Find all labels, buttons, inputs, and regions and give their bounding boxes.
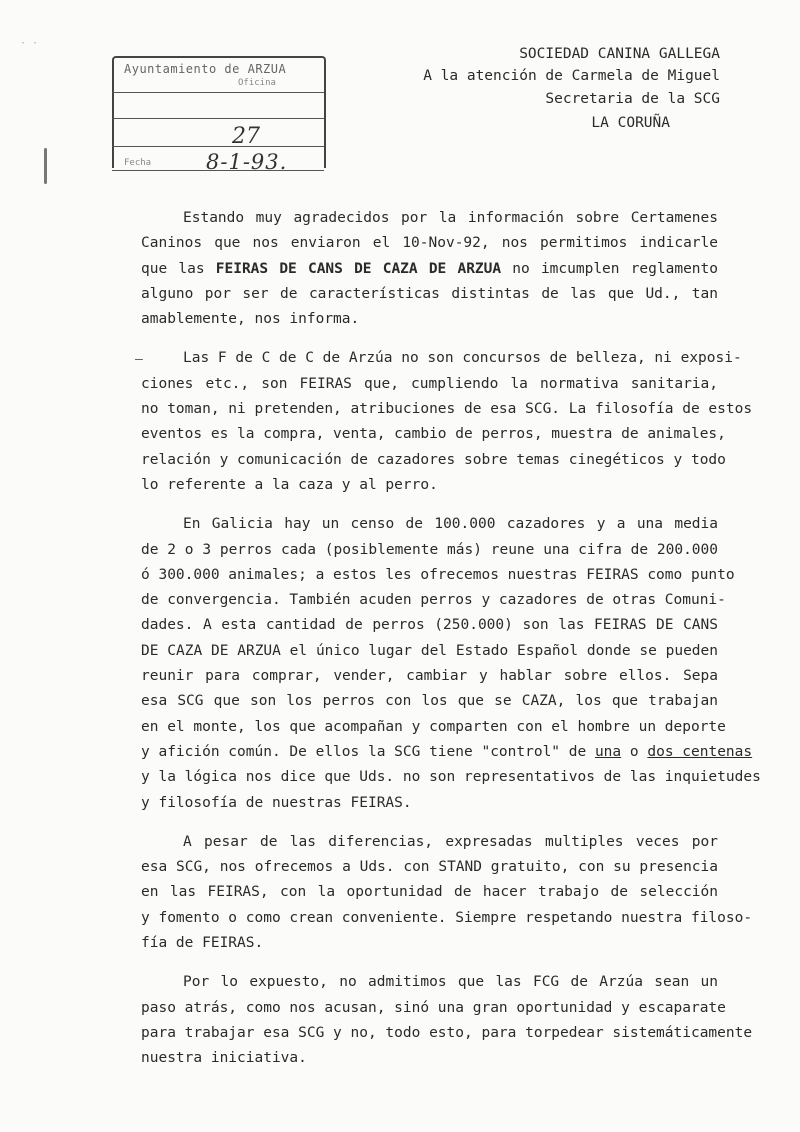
text-line: A pesar de las diferencias, expresadas multiples veces por [183,833,718,850]
text-line: en las FEIRAS, con la oportunidad de hacer trabajo de selección [141,884,718,901]
paragraph [141,830,753,956]
text-line: amablemente, nos informa. [141,311,360,328]
letter-body [141,206,761,1086]
text-line: eventos es la compra, venta, cambio de perros, muestra de animales, [141,426,726,443]
text-line: dades. A esta cantidad de perros (250.000) son las FEIRAS DE CANS [141,617,718,634]
text-line: nuestra iniciativa. [141,1050,307,1067]
registry-stamp [112,50,326,176]
address-line: A la atención de Carmela de Miguel [423,67,720,84]
text-line: que las FEIRAS DE CANS DE CAZA DE ARZUA no imcumplen reglamento [141,260,718,277]
text-line: ciones etc., son FEIRAS que, cumpliendo la normativa sanitaria, [141,375,718,392]
text-line: ó 300.000 animales; a estos les ofrecemos nuestras FEIRAS como punto [141,566,735,583]
stamp-subheading: Oficina [238,78,276,88]
text-line: paso atrás, como nos acusan, sinó una gran oportunidad y escaparate [141,999,726,1016]
stamp-rule [112,92,324,93]
text-line: de convergencia. También acuden perros y cazadores de otras Comuni- [141,592,726,609]
text-line: En Galicia hay un censo de 100.000 cazadores y a una media [183,516,718,533]
text-line: de 2 o 3 perros cada (posiblemente más) reune una cifra de 200.000 [141,541,718,558]
text-line: en el monte, los que acompañan y comparten con el hombre un deporte [141,718,726,735]
text-line: y la lógica nos dice que Uds. no son representativos de las inquietudes [141,769,761,786]
text-line: Por lo expuesto, no admitimos que las FCG de Arzúa sean un [183,974,718,991]
text-line: DE CAZA DE ARZUA el único lugar del Estado Español donde se pueden [141,642,718,659]
text-line: fía de FEIRAS. [141,935,264,952]
text-line: relación y comunicación de cazadores sobre temas cinegéticos y todo [141,451,726,468]
text-line: reunir para comprar, vender, cambiar y hablar sobre ellos. Sepa [141,668,718,685]
address-line: SOCIEDAD CANINA GALLEGA [519,46,720,62]
text-line: Caninos que nos enviaron el 10-Nov-92, nos permitimos indicarle [141,235,718,252]
recipient-address [423,44,720,134]
underlined-phrase: dos centenas [647,743,753,760]
text-line: esa SCG que son los perros con los que se CAZA, los que trabajan [141,693,718,710]
margin-mark [44,148,47,184]
paragraph [141,970,753,1071]
paragraph [141,346,753,498]
stamp-number: 27 [232,124,260,149]
text-line: lo referente a la caza y al perro. [141,476,438,493]
stamp-date: 8-1-93. [206,150,288,174]
stamp-rule [112,146,324,147]
text-line: alguno por ser de características distintas de las que Ud., tan [141,285,718,302]
address-line: LA CORUÑA [591,114,670,131]
stamp-rule [112,118,324,119]
text-line: y afición común. De ellos la SCG tiene "control" de una o dos centenas [141,743,753,760]
text-line: y fomento o como crean conveniente. Siempre respetando nuestra filoso- [141,909,753,926]
text-line: para trabajar esa SCG y no, todo esto, para torpedear sistemáticamente [141,1024,753,1041]
text-line: y filosofía de nuestras FEIRAS. [141,794,412,811]
stamp-heading: Ayuntamiento de ARZUA [124,62,287,76]
event-name: FEIRAS DE CANS DE CAZA DE ARZUA [215,260,502,277]
text-line: Estando muy agradecidos por la información sobre Certamenes [183,210,718,226]
scan-specks: · · [20,38,39,49]
underlined-word: una [594,743,622,760]
margin-dash: – [135,352,143,367]
paragraph [141,512,761,816]
stamp-date-label: Fecha [124,158,152,168]
address-line: Secretaria de la SCG [545,91,720,107]
text-line: no toman, ni pretenden, atribuciones de esa SCG. La filosofía de estos [141,401,753,418]
text-line: esa SCG, nos ofrecemos a Uds. con STAND gratuito, con su presencia [141,859,718,876]
paragraph [141,206,718,332]
text-line: Las F de C de C de Arzúa no son concursos de belleza, ni exposi- [183,350,742,367]
